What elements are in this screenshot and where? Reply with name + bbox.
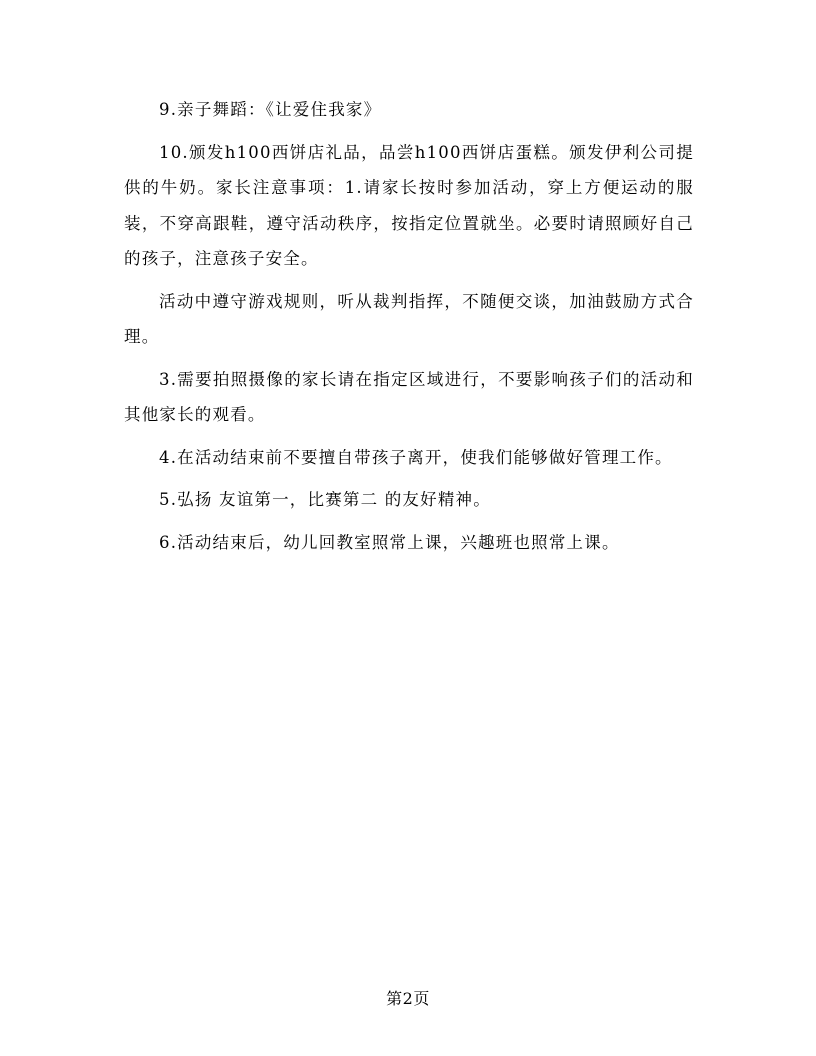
paragraph-game-rules: 活动中遵守游戏规则，听从裁判指挥，不随便交谈，加油鼓励方式合理。 xyxy=(124,291,694,346)
paragraph-note-3-photography: 3.需要拍照摄像的家长请在指定区域进行，不要影响孩子们的活动和其他家长的观看。 xyxy=(124,369,694,424)
paragraph-item-10-parent-notes: 10.颁发h100西饼店礼品，品尝h100西饼店蛋糕。颁发伊利公司提供的牛奶。家长注意事项：1.请家长按时参加活动，穿上方便运动的服装，不穿高跟鞋，遵守活动秩序，按指定位置就坐。必要时请照顾好自己的孩子，注意孩子安全。 xyxy=(124,142,694,268)
paragraph-note-6-after-activity: 6.活动结束后，幼儿回教室照常上课，兴趣班也照常上课。 xyxy=(159,532,620,552)
document-body xyxy=(124,92,694,567)
paragraph-item-9: 9.亲子舞蹈：《让爱住我家》 xyxy=(159,100,382,119)
paragraph-note-5-spirit: 5.弘扬 友谊第一，比赛第二 的友好精神。 xyxy=(159,490,491,509)
page-number: 第2页 xyxy=(386,989,430,1008)
paragraph-note-4-leaving: 4.在活动结束前不要擅自带孩子离开，使我们能够做好管理工作。 xyxy=(159,447,673,467)
